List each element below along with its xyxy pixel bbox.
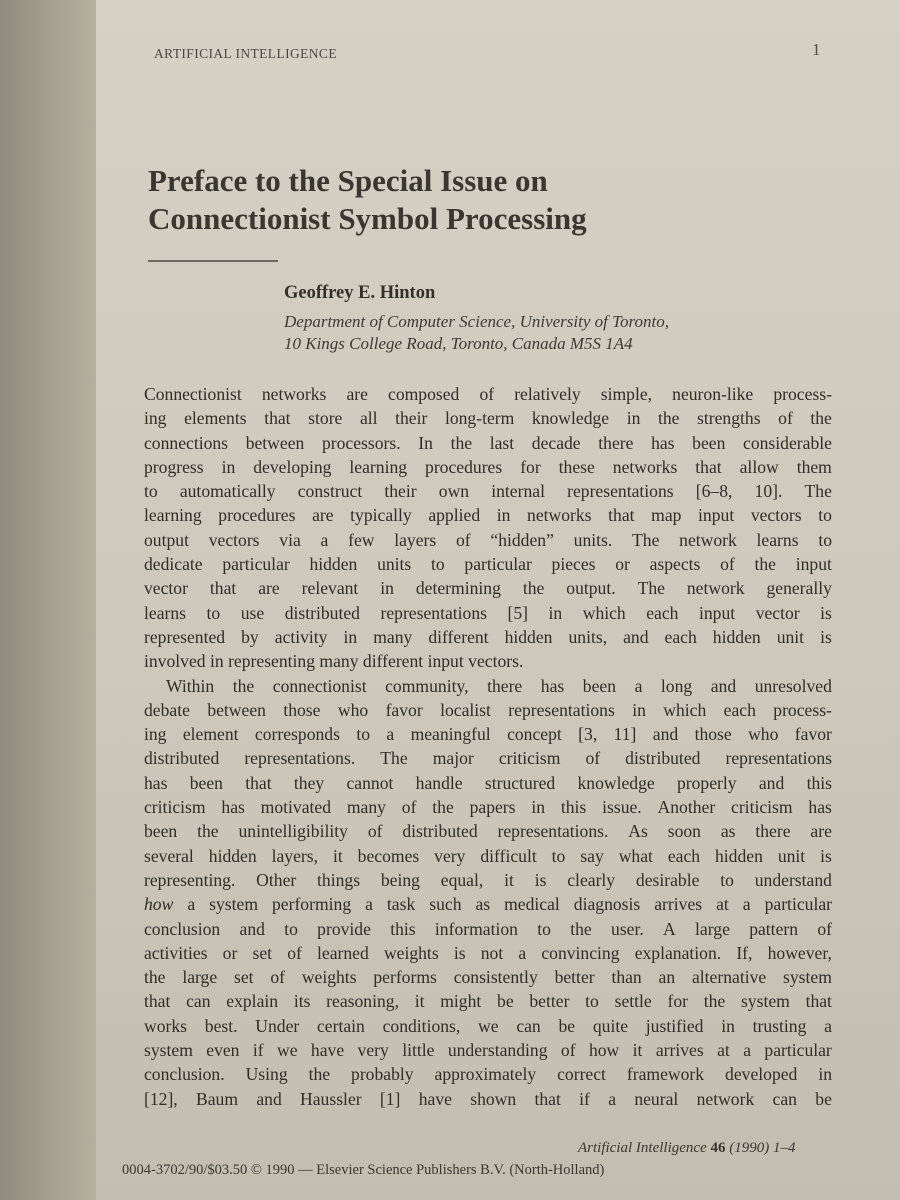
body-line: how a system performing a task such as medical diagnosis arrives at a particular <box>144 894 832 915</box>
running-header: ARTIFICIAL INTELLIGENCE <box>154 46 337 61</box>
body-line: activities or set of learned weights is not a convincing explanation. If, however, <box>144 942 832 963</box>
body-line: dedicate particular hidden units to particular pieces or aspects of the input <box>144 554 832 575</box>
journal-citation <box>578 1140 795 1157</box>
body-line: output vectors via a few layers of “hidden” units. The network learns to <box>144 529 832 550</box>
body-line: that can explain its reasoning, it might be better to settle for the system that <box>144 991 832 1012</box>
author-affiliation <box>284 311 669 355</box>
body-line: system even if we have very little understanding of how it arrives at a particular <box>144 1040 832 1061</box>
title-divider <box>148 260 278 262</box>
title-line: Connectionist Symbol Processing <box>148 201 587 236</box>
body-line: criticism has motivated many of the papers in this issue. Another criticism has <box>144 797 832 818</box>
body-line: representing. Other things being equal, it is clearly desirable to understand <box>144 869 832 890</box>
body-line: conclusion. Using the probably approximately correct framework developed in <box>144 1064 832 1085</box>
citation-journal: Artificial Intelligence <box>578 1140 707 1156</box>
body-line: distributed representations. The major criticism of distributed representations <box>144 748 832 769</box>
body-line: has been that they cannot handle structured knowledge properly and this <box>144 772 832 793</box>
journal-page <box>96 0 900 1200</box>
body-line: been the unintelligibility of distributed representations. As soon as there are <box>144 821 832 842</box>
body-line: [12], Baum and Haussler [1] have shown that if a neural network can be <box>144 1088 832 1109</box>
article-body <box>144 382 832 1111</box>
body-line: connections between processors. In the last decade there has been considerable <box>144 432 832 453</box>
body-line: conclusion and to provide this information to the user. A large pattern of <box>144 918 832 939</box>
body-line: learns to use distributed representations [5] in which each input vector is <box>144 602 832 623</box>
citation-volume: 46 <box>710 1140 726 1156</box>
citation-year-pages: (1990) 1–4 <box>729 1140 796 1156</box>
body-line: to automatically construct their own internal representations [6–8, 10]. The <box>144 481 832 502</box>
body-line: ing elements that store all their long-term knowledge in the strengths of the <box>144 408 832 429</box>
body-line: learning procedures are typically applied in networks that map input vectors to <box>144 505 832 526</box>
body-line: Connectionist networks are composed of relatively simple, neuron-like process- <box>144 384 832 404</box>
body-line: involved in representing many different input vectors. <box>144 651 528 672</box>
body-line: ing element corresponds to a meaningful concept [3, 11] and those who favor <box>144 724 832 745</box>
title-line: Preface to the Special Issue on <box>148 163 548 198</box>
affiliation-line: Department of Computer Science, University of Toronto, <box>284 312 669 331</box>
author-name: Geoffrey E. Hinton <box>284 283 436 303</box>
body-line: represented by activity in many different hidden units, and each hidden unit is <box>144 626 832 647</box>
page-number: 1 <box>812 40 821 59</box>
body-line: the large set of weights performs consistently better than an alternative system <box>144 967 832 988</box>
affiliation-line: 10 Kings College Road, Toronto, Canada M5S 1A4 <box>284 334 633 353</box>
body-line: several hidden layers, it becomes very difficult to say what each hidden unit is <box>144 845 832 866</box>
body-line: progress in developing learning procedures for these networks that allow them <box>144 456 832 477</box>
copyright-line: 0004-3702/90/$03.50 © 1990 — Elsevier Science Publishers B.V. (North-Holland) <box>122 1162 605 1178</box>
article-title <box>148 162 768 238</box>
body-line: debate between those who favor localist representations in which each process- <box>144 699 832 720</box>
book-gutter <box>0 0 96 1200</box>
body-line: vector that are relevant in determining the output. The network generally <box>144 578 832 599</box>
body-line: works best. Under certain conditions, we can be quite justified in trusting a <box>144 1015 832 1036</box>
body-line: Within the connectionist community, there has been a long and unresolved <box>166 675 832 696</box>
